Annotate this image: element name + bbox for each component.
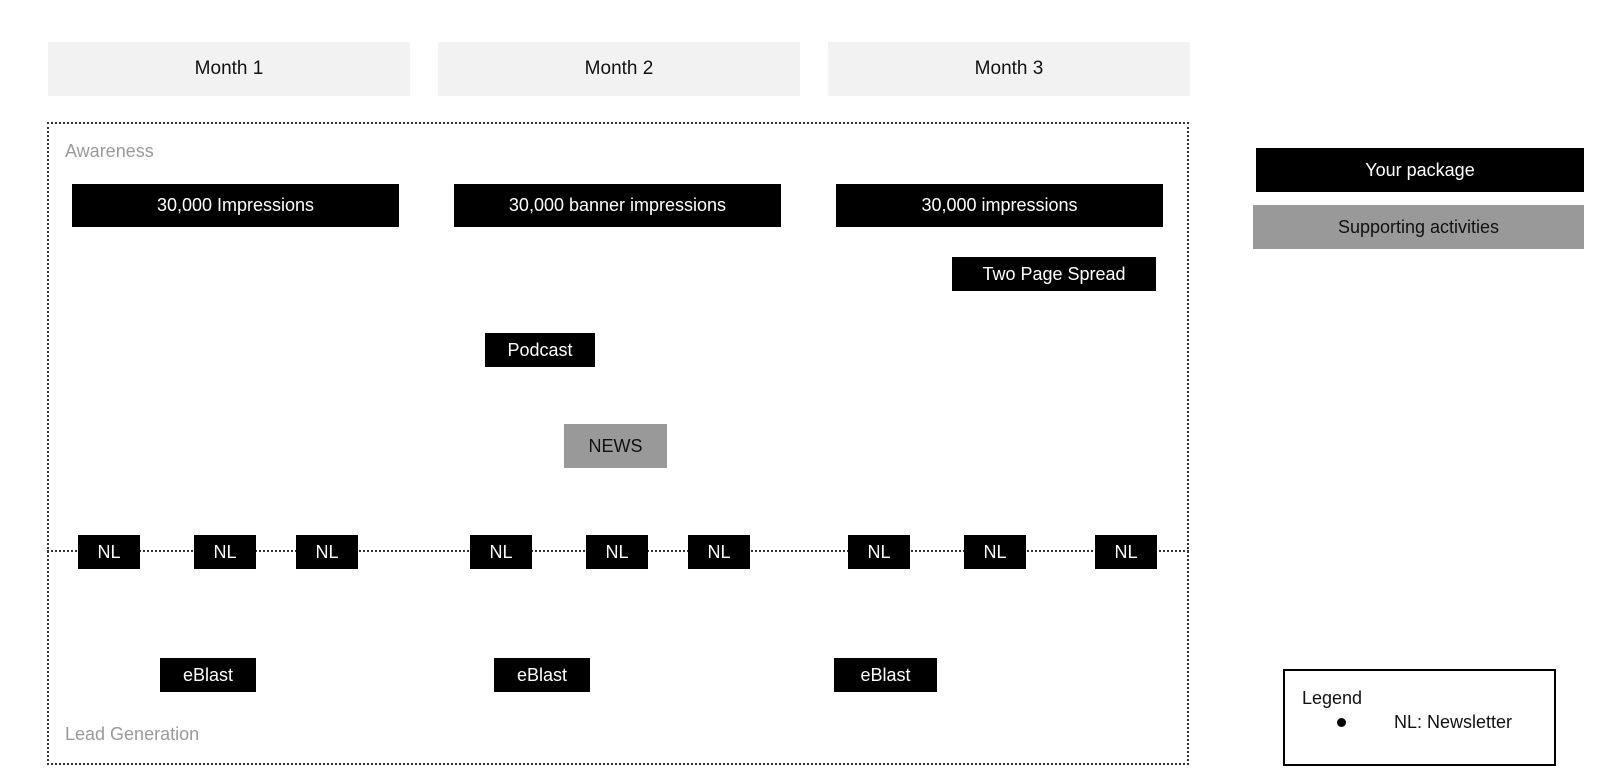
legend	[1283, 669, 1556, 766]
key-supporting-activities: Supporting activities	[1253, 205, 1584, 249]
newsletter-7: NL	[848, 535, 910, 569]
legend-item-newsletter	[1337, 712, 1512, 733]
legend-item-label: NL: Newsletter	[1394, 712, 1513, 732]
month-header-3: Month 3	[828, 42, 1190, 96]
news: NEWS	[564, 424, 667, 468]
eblast-month-3: eBlast	[834, 658, 937, 692]
eblast-month-2: eBlast	[494, 658, 590, 692]
podcast: Podcast	[485, 333, 595, 367]
newsletter-9: NL	[1095, 535, 1157, 569]
month-header-2: Month 2	[438, 42, 800, 96]
eblast-month-1: eBlast	[160, 658, 256, 692]
newsletter-3: NL	[296, 535, 358, 569]
newsletter-4: NL	[470, 535, 532, 569]
two-page-spread: Two Page Spread	[952, 257, 1156, 291]
bullet-icon	[1337, 718, 1346, 727]
newsletter-6: NL	[688, 535, 750, 569]
lead-generation-label: Lead Generation	[65, 724, 200, 744]
newsletter-2: NL	[194, 535, 256, 569]
impressions-month-2: 30,000 banner impressions	[454, 184, 781, 227]
newsletter-8: NL	[964, 535, 1026, 569]
impressions-month-1: 30,000 Impressions	[72, 184, 399, 227]
impressions-month-3: 30,000 impressions	[836, 184, 1163, 227]
legend-title: Legend	[1302, 688, 1363, 708]
key-your-package: Your package	[1256, 148, 1584, 192]
newsletter-5: NL	[586, 535, 648, 569]
newsletter-1: NL	[78, 535, 140, 569]
month-header-1: Month 1	[48, 42, 410, 96]
awareness-label: Awareness	[65, 141, 154, 161]
